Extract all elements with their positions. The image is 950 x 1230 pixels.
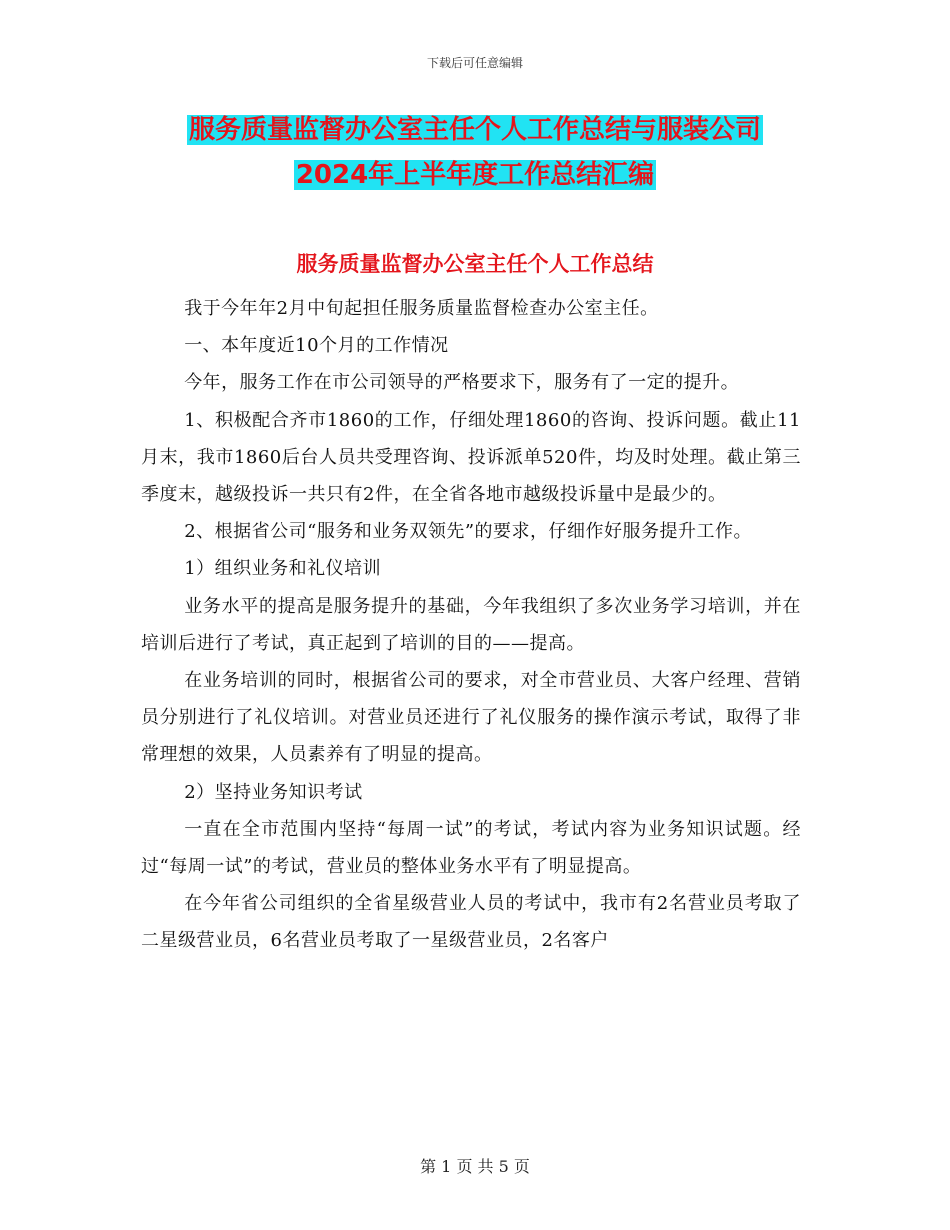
document-title-line-1 bbox=[0, 112, 950, 148]
paragraph: 在业务培训的同时，根据省公司的要求，对全市营业员、大客户经理、营销员分别进行了礼仪培训。对营业员还进行了礼仪服务的操作演示考试，取得了非常理想的效果，人员素养有了明显的提高。 bbox=[141, 670, 801, 766]
paragraph: 我于今年年2月中旬起担任服务质量监督检查办公室主任。 bbox=[184, 298, 659, 319]
section-title: 服务质量监督办公室主任个人工作总结 bbox=[296, 252, 654, 276]
paragraph: 一直在全市范围内坚持“每周一试”的考试，考试内容为业务知识试题。经过“每周一试”的考试，营业员的整体业务水平有了明显提高。 bbox=[141, 818, 801, 878]
page-footer: 第 1 页 共 5 页 bbox=[420, 1157, 530, 1176]
title-highlight-1: 服务质量监督办公室主任个人工作总结与服装公司 bbox=[188, 115, 761, 145]
paragraph: 2、根据省公司“服务和业务双领先”的要求，仔细作好服务提升工作。 bbox=[184, 521, 753, 543]
paragraph: 1）组织业务和礼仪培训 bbox=[184, 558, 382, 580]
paragraph: 业务水平的提高是服务提升的基础，今年我组织了多次业务学习培训，并在培训后进行了考试，真正起到了培训的目的——提高。 bbox=[141, 595, 801, 654]
paragraph: 2）坚持业务知识考试 bbox=[184, 781, 363, 803]
document-body bbox=[141, 290, 801, 960]
paragraph: 1、积极配合齐市1860的工作，仔细处理1860的咨询、投诉问题。截止11月末，我市1860后台人员共受理咨询、投诉派单520件，均及时处理。截止第三季度末，越级投诉一共只有2件，在全省各地市越级投诉量中是最少的。 bbox=[141, 409, 801, 506]
document-title-line-2 bbox=[0, 157, 950, 193]
paragraph: 在今年省公司组织的全省星级营业人员的考试中，我市有2名营业员考取了二星级营业员，6名营业员考取了一星级营业员，2名客户 bbox=[141, 893, 801, 952]
paragraph: 今年，服务工作在市公司领导的严格要求下，服务有了一定的提升。 bbox=[184, 372, 740, 394]
header-note: 下载后可任意编辑 bbox=[426, 56, 523, 70]
paragraph: 一、本年度近10个月的工作情况 bbox=[184, 335, 449, 357]
title-highlight-2: 2024年上半年度工作总结汇编 bbox=[295, 160, 655, 190]
